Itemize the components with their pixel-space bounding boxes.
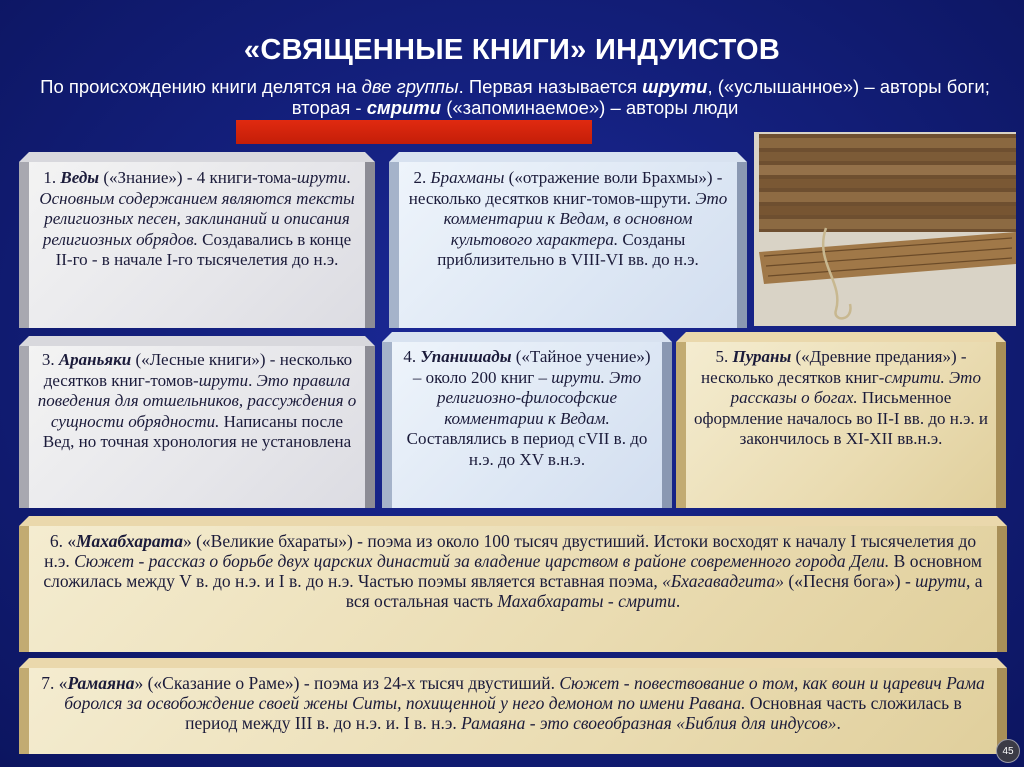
box-text: шрути [296,168,347,187]
box-text: Составлялись в период сVII в. до н.э. до XV в.н.э. [406,429,648,469]
box-text: шрути. Это религиозно-философские комментарии к Ведам. [436,367,642,428]
page-number-badge: 45 [996,739,1020,763]
box-heading: Араньяки [58,350,132,369]
box-text: 6. « [49,531,77,551]
subtitle-part: . Первая называется [458,76,643,97]
slide-subtitle [40,76,990,118]
subtitle-part: По происхождению книги делятся на [40,76,362,97]
subtitle-part: , («услышанное») – авторы боги; вторая - [291,76,990,118]
subtitle-part: шрути [642,76,708,97]
box-upanishads [382,332,672,508]
box-text: Сюжет - рассказ о борьбе двух царских династий за владение царством в районе современного города Дели. [74,551,890,571]
box-text: («Древние предания») - несколько десятков книг- [701,347,967,387]
box-text: . [346,168,351,187]
box-text: Создавались в конце II-го - в начале I-го тысячелетия до н.э. [55,229,352,269]
box-text: . [675,591,681,611]
box-heading: Махабхарата [76,531,183,551]
box-text: 1. [43,168,61,187]
box-puranas [676,332,1006,508]
box-text: » («Великие бхараты») - поэма из около 100 тысяч двустиший. Истоки восходят к началу I тысячелетия до н.э. [44,531,977,571]
box-text: Это комментарии к Ведам, в основном культового характера. [443,188,728,249]
box-text: («Тайное учение») – около 200 книг – [412,347,651,387]
box-text: , а вся остальная часть [345,571,983,611]
box-text: «Бхагавадгита» [662,571,785,591]
subtitle-part: («запоминаемое») – авторы люди [441,97,739,118]
decorative-red-bar [236,120,592,144]
slide-title: «СВЯЩЕННЫЕ КНИГИ» ИНДУИСТОВ [243,34,781,66]
box-text: 2. [413,168,431,187]
box-text: шрути [198,370,249,390]
box-text: («Песня бога») - [784,571,916,591]
box-heading: Веды [60,168,100,187]
box-vedas [19,152,375,328]
box-text: 5. [715,347,733,366]
box-heading: Пураны [732,347,792,366]
box-text: («Знание») - 4 книги-тома- [99,168,297,187]
box-text: Сюжет - повествование о том, как воин и царевич Рама боролся за освобождение своей жены Ситы, похищенной у него демоном по имени Равана. [64,673,985,713]
box-text: («отражение воли Брахмы») - несколько десятков книг-томов-шрути. [408,168,723,208]
box-text: 3. [41,350,59,369]
palm-leaf-manuscript-image [754,132,1016,326]
box-text: шрути [915,571,967,591]
box-text: . [836,713,841,733]
box-text: Рамаяна - это своеобразная «Библия для индусов» [461,713,837,733]
box-heading: Рамаяна [67,673,135,693]
box-text: Махабхараты - смрити [497,591,676,611]
box-text: («Лесные книги») - несколько десятков книг-томов- [43,350,353,390]
box-heading: Брахманы [430,168,505,187]
box-text: 4. [403,347,421,366]
subtitle-part: смрити [366,97,442,118]
box-heading: Упанишады [420,347,512,366]
subtitle-part: две группы [361,76,459,97]
box-text: Это правила поведения для отшельников, рассуждения о сущности обрядности. [37,370,357,431]
box-text: Письменное оформление началось во II-I вв. до н.э. и закончилось в XI-XII вв.н.э. [694,388,988,448]
box-aranyakas [19,336,375,508]
box-text: 7. « [41,673,68,693]
box-text: смрити. Это рассказы о богах. [730,367,981,407]
box-text: Написаны после Вед, но точная хронология не установлена [42,411,352,451]
box-text: Основным содержанием являются тексты религиозных песен, заклинаний и описания религиозных обрядов. [39,188,355,249]
box-text: » («Сказание о Раме») - поэма из 24-х тысяч двустиший. [134,673,560,693]
box-ramayana [19,658,1007,754]
box-mahabharata [19,516,1007,652]
box-text: Созданы приблизительно в VIII-VI вв. до н.э. [437,229,699,269]
box-brahmanas [389,152,747,328]
box-text: В основном сложилась между V в. до н.э. и I в. до н.э. Частью поэмы является вставная поэма, [43,551,982,591]
box-text: Основная часть сложилась в период между III в. до н.э. и. I в. н.э. [185,693,962,733]
box-text: . [248,370,257,390]
